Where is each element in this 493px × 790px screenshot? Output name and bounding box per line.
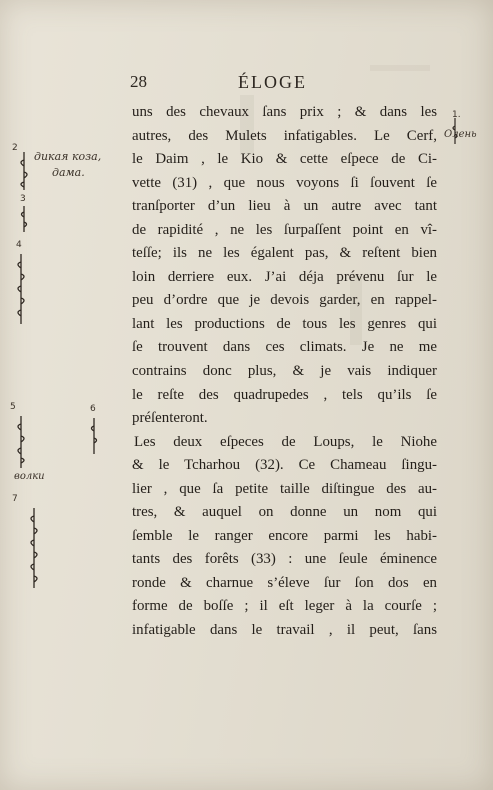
handwritten-script-2 [14,204,34,234]
margin-note-right: Олень [444,129,477,140]
text-line-5: tranſporter d’un lieu à un autre avec tant [132,198,437,215]
text-line-16: & le Tcharhou (32). Ce Chameau ſingu- [132,457,437,474]
margin-note-left-2: дама. [52,166,85,179]
text-line-14: préſenteront. [132,410,208,427]
handwritten-script-7 [448,116,462,146]
text-line-1: uns des chevaux ſans prix ; & dans les [132,104,437,120]
margin-note-left-3: волки [14,471,45,482]
margin-number-7: 7 [12,494,18,504]
text-line-4: vette (31) , que nous voyons ſi ſouvent ſe [132,174,437,191]
text-line-15: Les deux eſpeces de Loups, le Niohe [134,433,437,450]
handwritten-script-4 [10,414,32,470]
text-line-12: contrains donc plus, & je vais indiquer [132,363,437,380]
margin-note-left-1: дикая коза, [34,150,102,163]
text-line-9: peu d’ordre que je devois garder, en rappel- [132,292,437,309]
margin-number-3: 3 [20,194,26,204]
text-line-18: tres, & auquel on donne un nom qui [132,504,437,521]
text-line-11: ſe trouvent dans ces climats. Je ne me [132,339,437,356]
page-number: 28 [130,72,147,91]
running-title: ÉLOGE [238,72,307,92]
running-header [130,72,460,98]
text-line-6: de rapidité , ne les ſurpaſſent point en vî- [132,221,437,238]
margin-number-1: 1. [452,110,461,120]
text-line-7: teſſe; ils ne les égalent pas, & reſtent bien [132,245,437,262]
margin-number-4: 4 [16,240,22,250]
text-line-3: le Daim , le Kio & cette eſpece de Ci- [132,151,437,168]
handwritten-script-1 [14,150,34,192]
text-line-22: forme de boſſe ; il eſt leger à la courſe ; [132,598,437,615]
handwritten-script-3 [10,252,32,326]
text-line-23: infatigable dans le travail , il peut, ſans [132,622,437,639]
margin-number-5: 5 [10,402,16,412]
margin-number-6: 6 [90,404,96,414]
handwritten-script-5 [84,416,104,456]
margin-number-2: 2 [12,143,18,153]
text-line-17: lier , que ſa petite taille diſtingue des au- [132,480,437,497]
text-line-8: loin derriere eux. J’ai déja prévenu ſur le [132,268,437,285]
text-line-13: le reſte des quadrupedes , tels qu’ils ſe [132,386,437,403]
text-line-10: lant les productions de tous les genres qui [132,315,437,332]
text-line-19: ſemble le ranger encore parmi les habi- [132,527,437,544]
text-line-20: tants des forêts (33) : une ſeule éminence [132,551,437,568]
body-text [132,101,437,643]
text-line-2: autres, des Mulets infatigables. Le Cerf, [132,127,437,144]
text-line-21: ronde & charnue s’éleve ſur ſon dos en [132,574,437,591]
handwritten-script-6 [22,506,46,590]
